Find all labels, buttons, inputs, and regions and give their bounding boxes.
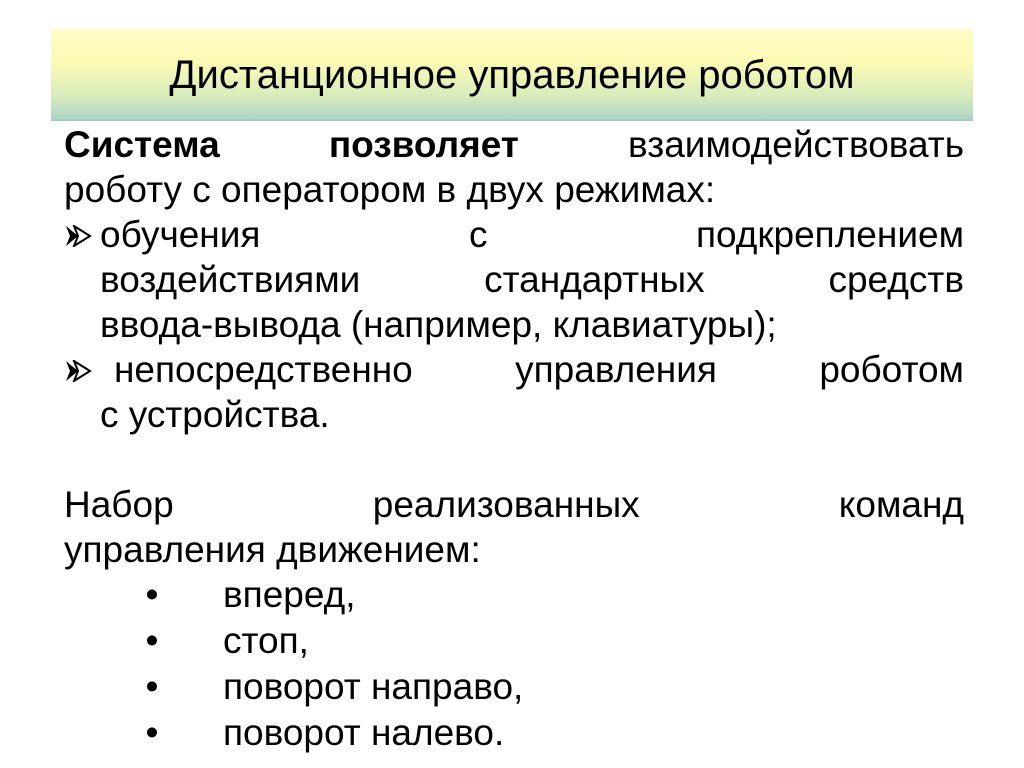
- title-bar: [51, 29, 973, 121]
- intro-line-1: [64, 122, 964, 167]
- mode-word: роботом: [819, 349, 964, 390]
- round-bullet-icon: •: [145, 620, 159, 661]
- command-item: [64, 710, 964, 756]
- mode-item: [64, 212, 964, 347]
- mode-line: ввода-вывода (например, клавиатуры);: [100, 304, 777, 345]
- mode-line: [100, 257, 964, 302]
- slide-title: Дистанционное управление роботом: [169, 53, 855, 97]
- mode-word: с: [468, 214, 488, 255]
- command-label: поворот направо,: [223, 666, 524, 707]
- arrow-bullet-icon: [64, 225, 94, 247]
- command-label: стоп,: [223, 620, 309, 661]
- spacer: [64, 437, 964, 482]
- command-item: [64, 618, 964, 664]
- mode-word: стандартных: [484, 259, 705, 300]
- mode-line: [100, 347, 964, 392]
- slide-body: [64, 122, 964, 756]
- mode-word: непосредственно: [114, 349, 413, 390]
- command-label: поворот налево.: [223, 712, 505, 753]
- command-label: вперед,: [223, 574, 356, 615]
- intro-word: взаимодействовать: [628, 124, 964, 165]
- round-bullet-icon: •: [145, 574, 159, 615]
- commands-list: [64, 572, 964, 756]
- mode-line: с устройства.: [100, 394, 330, 435]
- mode-item: [64, 347, 964, 437]
- round-bullet-icon: •: [145, 712, 159, 753]
- commands-intro-word: команд: [838, 484, 964, 525]
- mode-word: подкреплением: [695, 214, 965, 255]
- intro-bold-word: Система: [64, 124, 220, 165]
- commands-intro-line-1: [64, 482, 964, 527]
- mode-line: [100, 212, 964, 257]
- round-bullet-icon: •: [145, 666, 159, 707]
- arrow-bullet-icon: [64, 360, 94, 382]
- command-item: [64, 664, 964, 710]
- commands-intro-line-2: управления движением:: [64, 529, 481, 570]
- intro-bold-word: позволяет: [328, 124, 519, 165]
- commands-intro-word: реализованных: [372, 484, 640, 525]
- commands-intro-word: Набор: [64, 484, 174, 525]
- intro-line-2: роботу с оператором в двух режимах:: [64, 169, 716, 210]
- mode-word: воздействиями: [100, 259, 361, 300]
- command-item: [64, 572, 964, 618]
- mode-word: управления: [515, 349, 717, 390]
- mode-word: обучения: [100, 214, 261, 255]
- mode-word: средств: [828, 259, 964, 300]
